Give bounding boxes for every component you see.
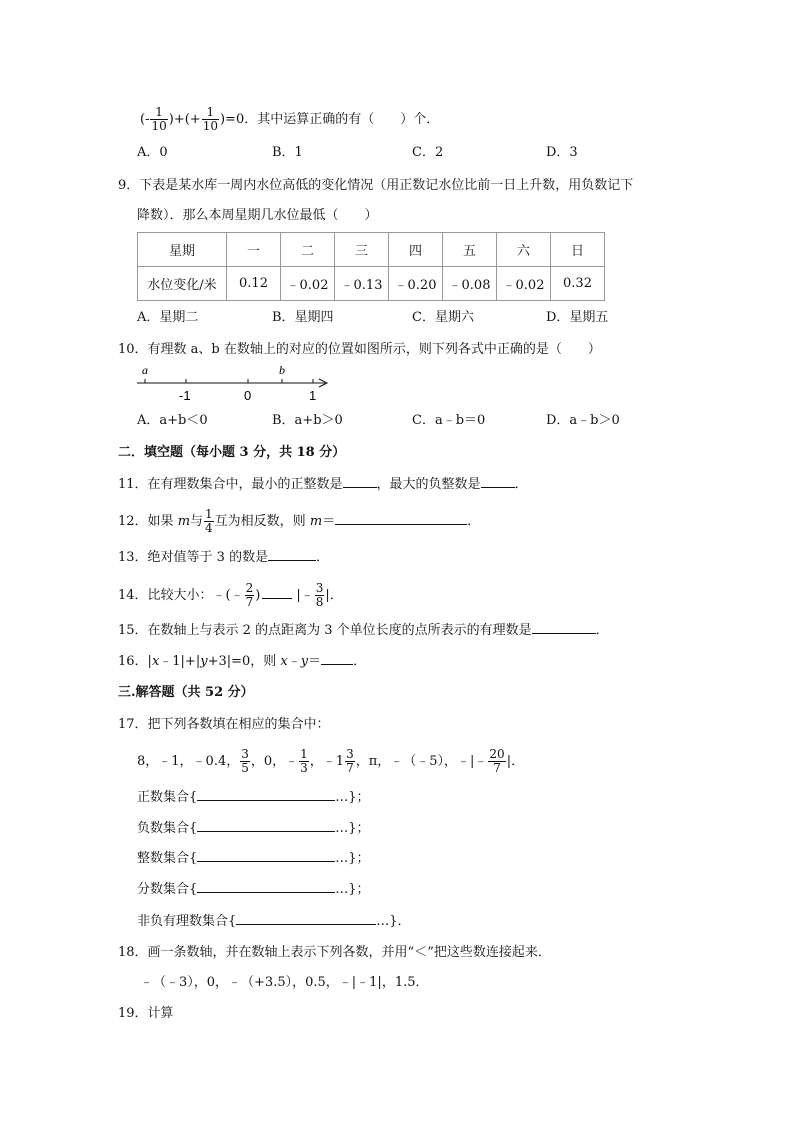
denominator: 5: [241, 761, 249, 775]
q8-option-d: D．3: [546, 145, 578, 160]
numerator: 3: [241, 747, 249, 761]
fraction-1-10-b: [202, 106, 219, 133]
point-a-label: a: [142, 363, 148, 377]
table-cell: ﹣0.20: [389, 267, 443, 301]
q8-minus: -: [145, 112, 150, 127]
set-label: 非负有理数集合{: [137, 914, 237, 929]
numerator: 2: [245, 581, 254, 595]
tick-label: -1: [179, 388, 191, 403]
set-tail: …}．: [376, 914, 411, 929]
q12-text-c: 互为相反数，则: [214, 514, 310, 529]
q16-text-b: ﹣1|+|: [159, 654, 201, 669]
q16-text-d: ﹣: [287, 654, 301, 669]
set-label: 分数集合{: [137, 882, 198, 897]
table-row: [138, 267, 605, 301]
var-m: m: [177, 514, 191, 529]
denominator: 10: [202, 119, 218, 133]
table-cell: ﹣0.02: [497, 267, 551, 301]
var-x: x: [151, 654, 160, 669]
answer-blank[interactable]: [321, 651, 353, 665]
q17-nums-b: ，0，﹣: [250, 754, 299, 769]
fraction-3-7: [345, 748, 355, 775]
answer-blank[interactable]: [236, 911, 376, 925]
table-header-row: [138, 233, 605, 267]
tick-label: 1: [309, 388, 317, 403]
q10-option-d: D．a﹣b＞0: [546, 413, 620, 428]
q17-nums-a: 8，﹣1，﹣0.4，: [137, 754, 240, 769]
answer-blank[interactable]: [197, 787, 335, 801]
set-nonnegative-rational: [137, 911, 411, 932]
tick-label: 0: [244, 388, 252, 403]
set-tail: …}；: [335, 821, 370, 836]
q9-option-d: D．星期五: [546, 310, 609, 325]
table-cell: 日: [551, 233, 605, 267]
q18-text: 18．画一条数轴，并在数轴上表示下列各数，并用“＜”把这些数连接起来．: [118, 945, 551, 960]
q17-nums-c: ，﹣1: [309, 754, 345, 769]
fraction-3-8: [315, 582, 325, 609]
q8-expression: [140, 106, 439, 133]
numerator: 1: [300, 747, 308, 761]
q17-nums-e: |．: [506, 754, 525, 769]
q15-text-b: ．: [595, 623, 609, 638]
set-label: 整数集合{: [137, 851, 198, 866]
denominator: 7: [346, 761, 354, 775]
q9-text-line2: 降数）．那么本周星期几水位最低（ ）: [137, 208, 378, 223]
table-cell: ﹣0.02: [281, 267, 335, 301]
q16-text-a: 16．|: [118, 654, 152, 669]
q14-text-b: ): [255, 588, 261, 603]
q17-intro: 17．把下列各数填在相应的集合中：: [118, 717, 330, 732]
set-label: 负数集合{: [137, 821, 198, 836]
table-cell: 0.12: [227, 267, 281, 301]
numerator: 1: [205, 507, 213, 521]
q8-option-b: B．1: [272, 145, 303, 160]
numerator: 1: [202, 106, 219, 120]
q16-text-e: ＝: [308, 654, 322, 669]
q14-text-c: |﹣: [296, 588, 314, 603]
q15-text-a: 15．在数轴上与表示 2 的点距离为 3 个单位长度的点所表示的有理数是: [118, 623, 532, 638]
set-fraction: [137, 879, 370, 900]
q8-option-a: A．0: [137, 145, 168, 160]
q9-option-b: B．星期四: [272, 310, 334, 325]
q14: [118, 582, 343, 609]
q8-open-paren: (: [140, 112, 146, 127]
q12-text-b: 与: [190, 514, 204, 529]
q16-text-f: ．: [353, 654, 367, 669]
q12-text-d: ＝: [322, 514, 336, 529]
water-level-table: [137, 232, 605, 301]
var-x: x: [280, 654, 288, 669]
numerator: 3: [315, 581, 324, 595]
table-cell: 二: [281, 233, 335, 267]
table-cell: 水位变化/米: [138, 267, 227, 301]
set-tail: …}；: [335, 882, 370, 897]
denominator: 10: [151, 119, 167, 133]
table-cell: 五: [443, 233, 497, 267]
q12: [118, 508, 480, 535]
q12-text-a: 12．如果: [118, 514, 178, 529]
fraction-1-3: [299, 748, 309, 775]
q14-text-a: 14．比较大小：﹣(﹣: [118, 588, 244, 603]
table-cell: ﹣0.13: [335, 267, 389, 301]
q9-option-c: C．星期六: [412, 310, 474, 325]
q11-text-a: 11．在有理数集合中，最小的正整数是: [118, 477, 343, 492]
var-y: y: [200, 654, 208, 669]
section-2-heading: 二．填空题（每小题 3 分，共 18 分）: [118, 445, 346, 460]
number-line-figure: [135, 360, 340, 406]
q11-text-b: ，最大的负整数是: [376, 477, 481, 492]
table-cell: ﹣0.08: [443, 267, 497, 301]
answer-blank[interactable]: [481, 474, 515, 488]
denominator: 7: [245, 595, 254, 609]
denominator: 3: [300, 761, 308, 775]
q19-text: 19．计算: [118, 1006, 174, 1021]
answer-blank[interactable]: [532, 620, 596, 634]
q17-numbers: [137, 748, 524, 775]
q10-option-c: C．a﹣b＝0: [412, 413, 486, 428]
table-cell: 一: [227, 233, 281, 267]
q8-question-end: )=0．其中运算正确的有（ ）个．: [219, 112, 440, 127]
answer-blank[interactable]: [343, 474, 377, 488]
fraction-3-5: [240, 748, 250, 775]
table-cell: 四: [389, 233, 443, 267]
q11: [118, 474, 528, 495]
var-m: m: [309, 514, 323, 529]
answer-blank[interactable]: [197, 818, 335, 832]
var-y: y: [300, 654, 309, 669]
section-3-heading: 三.解答题（共 52 分）: [118, 685, 254, 700]
q13: [118, 547, 329, 568]
q8-option-c: C．2: [412, 145, 444, 160]
fraction-2-7: [245, 582, 255, 609]
q18-numbers: ﹣（﹣3），0，﹣（+3.5），0.5，﹣|﹣1|，1.5．: [140, 975, 429, 990]
denominator: 4: [205, 521, 213, 535]
q9-text-line1: 9．下表是某水库一周内水位高低的变化情况（用正数记水位比前一日上升数，用负数记下: [118, 178, 634, 193]
set-tail: …}；: [335, 851, 370, 866]
fraction-20-7: [488, 748, 505, 775]
q13-text-b: ．: [316, 550, 330, 565]
q11-text-c: ．: [514, 477, 528, 492]
numerator: 3: [346, 747, 354, 761]
table-cell: 三: [335, 233, 389, 267]
q15: [118, 620, 609, 641]
answer-blank[interactable]: [262, 585, 292, 599]
q10-option-b: B．a+b＞0: [272, 413, 343, 428]
numerator: 1: [150, 106, 167, 120]
q10-option-a: A．a+b＜0: [137, 413, 208, 428]
fraction-1-4: [204, 508, 214, 535]
set-label: 正数集合{: [137, 790, 198, 805]
q8-middle: )+(+: [168, 112, 201, 127]
answer-blank[interactable]: [197, 879, 335, 893]
point-b-label: b: [279, 363, 285, 377]
q17-nums-d: ，π，﹣（﹣5），﹣|﹣: [355, 754, 488, 769]
answer-blank[interactable]: [268, 547, 316, 561]
q16: [118, 651, 366, 672]
q14-text-d: |．: [325, 588, 343, 603]
q16-text-c: +3|=0，则: [207, 654, 281, 669]
answer-blank[interactable]: [335, 511, 467, 525]
denominator: 8: [315, 595, 324, 609]
table-cell: 六: [497, 233, 551, 267]
q9-option-a: A．星期二: [137, 310, 199, 325]
q12-text-e: ．: [467, 514, 481, 529]
answer-blank[interactable]: [197, 848, 335, 862]
set-negative: [137, 818, 370, 839]
q10-text: 10．有理数 a、b 在数轴上的对应的位置如图所示，则下列各式中正确的是（ ）: [118, 342, 601, 357]
set-integer: [137, 848, 370, 869]
table-cell: 0.32: [551, 267, 605, 301]
set-positive: [137, 787, 370, 808]
numerator: 20: [489, 747, 505, 761]
q13-text-a: 13．绝对值等于 3 的数是: [118, 550, 269, 565]
table-cell: 星期: [138, 233, 227, 267]
fraction-1-10: [150, 106, 167, 133]
denominator: 7: [493, 761, 501, 775]
set-tail: …}；: [335, 790, 370, 805]
